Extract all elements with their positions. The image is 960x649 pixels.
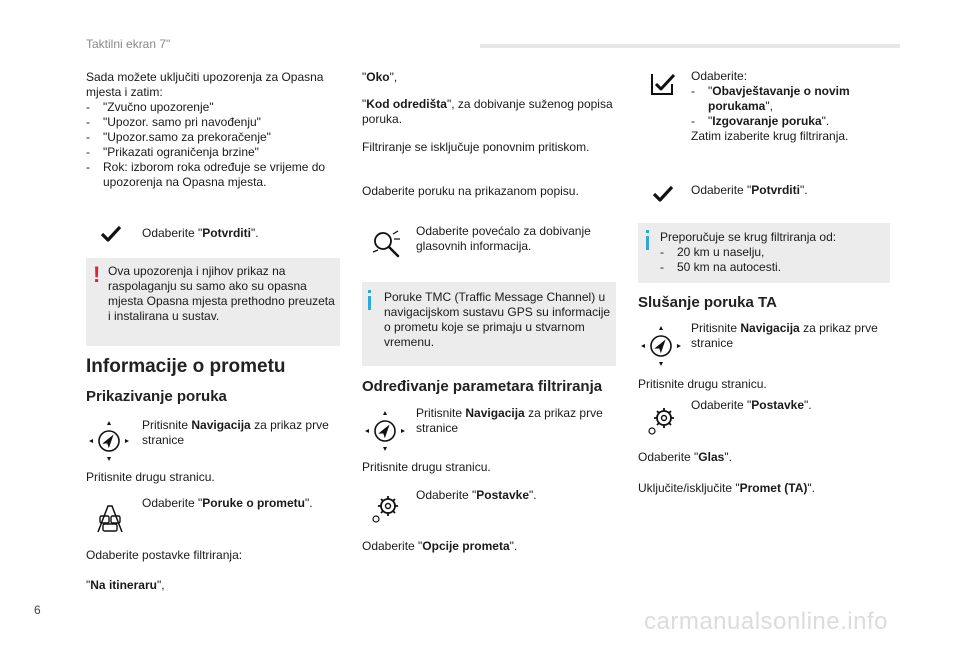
- col2-destination: "Kod odredišta", za dobivanje suženog popisa poruka.: [362, 97, 613, 126]
- col2-around: "Oko",: [362, 70, 398, 84]
- info-icon-bar: [368, 296, 371, 310]
- subsection-heading: Prikazivanje poruka: [86, 388, 227, 405]
- navigation-icon: [640, 325, 682, 367]
- col1-filter: Odaberite postavke filtriranja:: [86, 548, 243, 562]
- col1-route: "Na itineraru",: [86, 578, 165, 592]
- settings-icon: [370, 492, 404, 526]
- col2-settings: Odaberite "Postavke".: [416, 488, 537, 502]
- col1-intro: Sada možete uključiti upozorenja za Opasna mjesta i zatim:: [86, 70, 324, 99]
- col3-select-block: [691, 69, 891, 144]
- list-item: - "Zvučno upozorenje": [86, 100, 214, 114]
- list-item: - 20 km u naselju,: [660, 245, 765, 259]
- settings-icon: [646, 404, 680, 438]
- list-item: - "Prikazati ograničenja brzine": [86, 145, 259, 159]
- col3-rec-block: [660, 230, 886, 275]
- col3-settings: Odaberite "Postavke".: [691, 398, 812, 412]
- list-item: - 50 km na autocesti.: [660, 260, 782, 274]
- page-number: 6: [34, 603, 41, 617]
- warning-icon: !: [93, 262, 101, 287]
- navigation-icon: [364, 410, 406, 452]
- col2-select-msg: Odaberite poruku na prikazanom popisu.: [362, 184, 579, 198]
- col1-intro-block: [86, 70, 342, 190]
- header-rule: [480, 44, 900, 48]
- checkmark-icon: [652, 185, 674, 203]
- magnifier-icon: [370, 228, 404, 262]
- col1-next-page: Pritisnite drugu stranicu.: [86, 470, 215, 484]
- col3-voice: Odaberite "Glas".: [638, 450, 732, 464]
- running-header: Taktilni ekran 7": [86, 37, 171, 51]
- col2-nav-text: Pritisnite Navigacija za prikaz prve stranice: [416, 406, 603, 435]
- list-item: - Rok: izborom roka određuje se vrijeme do upozorenja na Opasna mjesta.: [86, 160, 326, 189]
- list-item: - "Upozor. samo pri navođenju": [86, 115, 261, 129]
- navigation-icon: [88, 420, 130, 462]
- col1-traffic-msg: Odaberite "Poruke o prometu".: [142, 496, 313, 510]
- info-icon: [646, 230, 649, 233]
- col3-radius: Zatim izaberite krug filtriranja.: [691, 129, 849, 143]
- info-icon-bar: [646, 236, 649, 250]
- info-text: Poruke TMC (Traffic Message Channel) u navigacijskom sustavu GPS su informacije o prometu koje se primaju u stvarnom vremenu.: [384, 290, 611, 349]
- subsection-heading: Određivanje parametara filtriranja: [362, 378, 603, 395]
- col3-nav-text: Pritisnite Navigacija za prikaz prve stranice: [691, 321, 878, 350]
- col3-rec-intro: Preporučuje se krug filtriranja od:: [660, 230, 837, 244]
- list-item: - "Izgovaranje poruka".: [691, 114, 830, 128]
- checkbox-icon: [650, 72, 676, 96]
- col2-traffic-options: Odaberite "Opcije prometa".: [362, 539, 518, 553]
- col3-ta: Uključite/isključite "Promet (TA)".: [638, 481, 815, 495]
- traffic-icon: [94, 504, 126, 534]
- col2-next-page: Pritisnite drugu stranicu.: [362, 460, 491, 474]
- col1-nav-text: Pritisnite Navigacija za prikaz prve stranice: [142, 418, 329, 447]
- col3-confirm: Odaberite "Potvrditi".: [691, 183, 808, 197]
- col2-off: Filtriranje se isključuje ponovnim pritiskom.: [362, 140, 590, 154]
- col3-next-page: Pritisnite drugu stranicu.: [638, 377, 767, 391]
- info-icon: [368, 290, 371, 293]
- checkmark-icon: [100, 225, 122, 243]
- warning-text: Ova upozorenja i njihov prikaz na raspolaganju su samo ako su opasna mjesta Opasna mjesta prethodno preuzeta i instalirana u sustav.: [108, 264, 335, 323]
- list-item: - "Upozor.samo za prekoračenje": [86, 130, 271, 144]
- section-heading: Informacije o prometu: [86, 356, 286, 377]
- col1-confirm: Odaberite "Potvrditi".: [142, 226, 259, 240]
- subsection-heading: Slušanje poruka TA: [638, 294, 777, 311]
- watermark: carmanualsonline.info: [644, 608, 888, 635]
- list-item: - "Obavještavanje o novim porukama",: [691, 84, 850, 113]
- col3-select: Odaberite:: [691, 69, 748, 83]
- col2-magnifier: Odaberite povećalo za dobivanje glasovnih informacija.: [416, 224, 591, 253]
